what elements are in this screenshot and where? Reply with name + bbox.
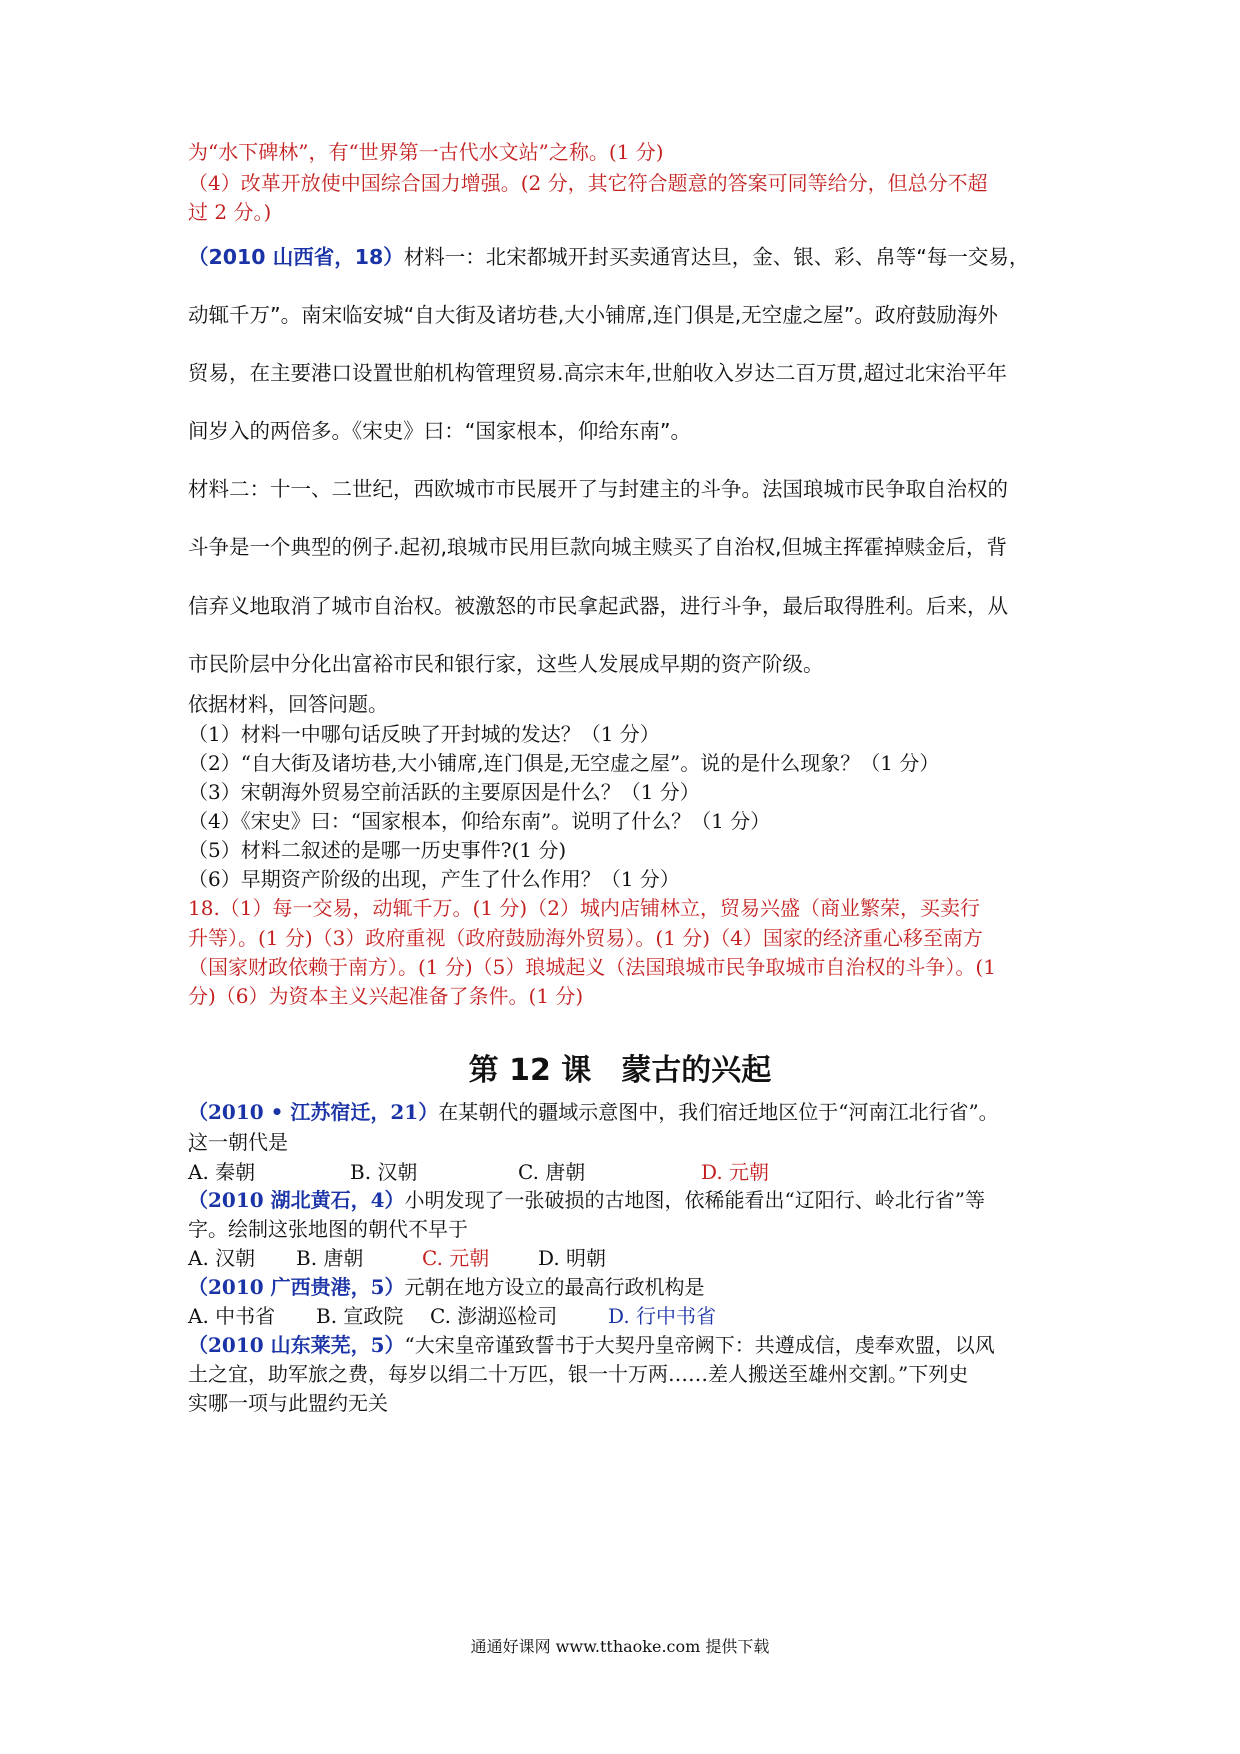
question-source: （2010 山西省，18） xyxy=(188,245,404,269)
sub-question: （5）材料二叙述的是哪一历史事件?(1 分) xyxy=(188,838,567,862)
sub-question: （4）《宋史》曰：“国家根本，仰给东南”。说明了什么？（1 分） xyxy=(188,809,771,833)
question-text: 小明发现了一张破损的古地图，依稀能看出“辽阳行、岭北行省”等 xyxy=(404,1188,985,1212)
material-line: 信弃义地取消了城市自治权。被激怒的市民拿起武器，进行斗争，最后取得胜利。后来，从 xyxy=(188,594,1008,618)
option-c: C. 唐朝 xyxy=(518,1160,586,1184)
answer-line: 为“水下碑林”，有“世界第一古代水文站”之称。(1 分) xyxy=(188,140,664,164)
option-b: B. 唐朝 xyxy=(296,1246,364,1270)
material-line xyxy=(188,240,1058,270)
answer-line: 分)（6）为资本主义兴起准备了条件。(1 分) xyxy=(188,984,584,1008)
answer-line: 18.（1）每一交易，动辄千万。(1 分)（2）城内店铺林立，贸易兴盛（商业繁荣，买卖行 xyxy=(188,896,980,920)
sub-question: （3）宋朝海外贸易空前活跃的主要原因是什么？（1 分） xyxy=(188,780,700,804)
question-text: 在某朝代的疆域示意图中，我们宿迁地区位于“河南江北行省”。 xyxy=(438,1100,999,1124)
question-stem xyxy=(188,1329,1058,1358)
sub-question: （2）“自大街及诸坊巷,大小铺席,连门俱是,无空虚之屋”。说的是什么现象？（1 分） xyxy=(188,751,940,775)
option-d: D. 元朝 xyxy=(701,1160,770,1184)
material-text: 材料一：北宋都城开封买卖通宵达旦，金、银、彩、帛等“每一交易， xyxy=(403,245,1030,269)
material-line: 间岁入的两倍多。《宋史》曰：“国家根本，仰给东南”。 xyxy=(188,419,691,443)
answer-line: 升等）。(1 分)（3）政府重视（政府鼓励海外贸易）。(1 分)（4）国家的经济重心移至南方 xyxy=(188,926,983,950)
question-source: （2010 • 江苏宿迁，21） xyxy=(188,1100,439,1124)
sub-question: （1）材料一中哪句话反映了开封城的发达？（1 分） xyxy=(188,722,660,746)
option-d: D. 行中书省 xyxy=(608,1304,717,1328)
answer-line: （国家财政依赖于南方）。(1 分)（5）琅城起义（法国琅城市民争取城市自治权的斗争）。(1 xyxy=(188,955,996,979)
material-line: 贸易，在主要港口设置世舶机构管理贸易.高宗末年,世舶收入岁达二百万贯,超过北宋治平年 xyxy=(188,361,1008,385)
option-b: B. 宣政院 xyxy=(316,1304,404,1328)
question-stem xyxy=(188,1184,1058,1213)
question-stem xyxy=(188,1096,1058,1125)
sub-question: （6）早期资产阶级的出现，产生了什么作用？（1 分） xyxy=(188,867,680,891)
option-a: A. 汉朝 xyxy=(188,1246,256,1270)
option-c: C. 澎湖巡检司 xyxy=(430,1304,558,1328)
question-stem: 实哪一项与此盟约无关 xyxy=(188,1391,388,1415)
material-line: 斗争是一个典型的例子.起初,琅城市民用巨款向城主赎买了自治权,但城主挥霍掉赎金后，背 xyxy=(188,535,1008,559)
question-source: （2010 广西贵港，5） xyxy=(188,1275,405,1299)
question-stem: 土之宜，助军旅之费，每岁以绢二十万匹，银一十万两……差人搬送至雄州交割。”下列史 xyxy=(188,1362,969,1386)
question-prompt: 依据材料，回答问题。 xyxy=(188,692,388,716)
material-line: 市民阶层中分化出富裕市民和银行家，这些人发展成早期的资产阶级。 xyxy=(188,652,824,676)
question-source: （2010 山东莱芜，5） xyxy=(188,1333,405,1357)
option-c: C. 元朝 xyxy=(422,1246,490,1270)
option-b: B. 汉朝 xyxy=(350,1160,418,1184)
question-stem xyxy=(188,1271,1058,1300)
option-a: A. 中书省 xyxy=(188,1304,276,1328)
question-stem: 字。绘制这张地图的朝代不早于 xyxy=(188,1217,468,1241)
question-text: “大宋皇帝谨致誓书于大契丹皇帝阙下：共遵成信，虔奉欢盟，以风 xyxy=(404,1333,995,1357)
option-d: D. 明朝 xyxy=(538,1246,607,1270)
page-footer: 通通好课网 www.tthaoke.com 提供下载 xyxy=(470,1637,770,1656)
material-line: 动辄千万”。南宋临安城“自大街及诸坊巷,大小铺席,连门俱是,无空虚之屋”。政府鼓励海外 xyxy=(188,303,998,327)
lesson-title: 第 12 课 蒙古的兴起 xyxy=(468,1053,772,1088)
question-text: 元朝在地方设立的最高行政机构是 xyxy=(404,1275,705,1299)
answer-line: 过 2 分。) xyxy=(188,200,272,224)
question-stem: 这一朝代是 xyxy=(188,1130,288,1154)
material-line: 材料二：十一、二世纪，西欧城市市民展开了与封建主的斗争。法国琅城市民争取自治权的 xyxy=(188,477,1008,501)
answer-line: （4）改革开放使中国综合国力增强。(2 分，其它符合题意的答案可同等给分，但总分不超 xyxy=(188,171,988,195)
question-source: （2010 湖北黄石，4） xyxy=(188,1188,405,1212)
option-a: A. 秦朝 xyxy=(188,1160,256,1184)
